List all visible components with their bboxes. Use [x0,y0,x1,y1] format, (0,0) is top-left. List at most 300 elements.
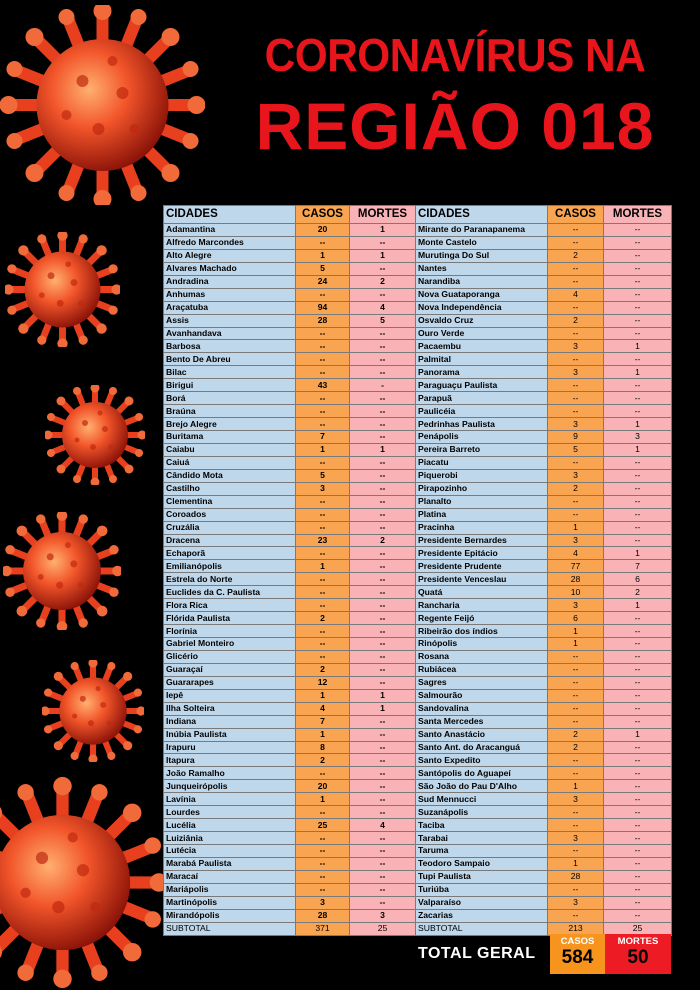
virus-illustration-4 [3,512,121,630]
deaths-value-right: -- [604,262,672,275]
deaths-value-left: -- [350,793,416,806]
table-row [164,249,672,262]
city-name-left: Inúbia Paulista [164,728,296,741]
deaths-value-left: -- [350,599,416,612]
city-name-right: Narandiba [416,275,548,288]
city-name-right: Sud Mennucci [416,793,548,806]
city-name-right: Santópolis do Aguapeí [416,767,548,780]
table-row [164,405,672,418]
city-name-right: Teodoro Sampaio [416,857,548,870]
deaths-value-right: -- [604,469,672,482]
deaths-value-right: -- [604,896,672,909]
deaths-value-left: -- [350,870,416,883]
cases-value-left: 1 [296,689,350,702]
city-name-right: Rancharia [416,599,548,612]
deaths-value-left: -- [350,625,416,638]
city-name-right: Piacatu [416,456,548,469]
subtotal-cases-left: 371 [296,922,350,935]
cases-value-right: 4 [548,288,604,301]
cases-value-left: 20 [296,780,350,793]
city-name-right: Quatá [416,586,548,599]
city-name-right: Nantes [416,262,548,275]
cases-value-left: -- [296,236,350,249]
city-name-right: Paulicéia [416,405,548,418]
cases-value-right: 4 [548,547,604,560]
table-row [164,909,672,922]
deaths-value-right: -- [604,288,672,301]
city-name-left: Cruzália [164,521,296,534]
deaths-value-right: -- [604,405,672,418]
cases-value-left: 43 [296,379,350,392]
deaths-value-right: -- [604,845,672,858]
cases-value-left: 4 [296,702,350,715]
deaths-value-left: 1 [350,249,416,262]
cases-value-right: 1 [548,780,604,793]
city-name-left: Caiuá [164,456,296,469]
city-name-right: Ouro Verde [416,327,548,340]
cases-value-left: 1 [296,728,350,741]
deaths-value-right: -- [604,236,672,249]
deaths-value-left: 4 [350,819,416,832]
city-name-left: Alfredo Marcondes [164,236,296,249]
deaths-value-left: 4 [350,301,416,314]
city-name-right: Pereira Barreto [416,443,548,456]
cases-value-left: -- [296,366,350,379]
deaths-value-left: -- [350,650,416,663]
deaths-value-left: -- [350,353,416,366]
table-row [164,262,672,275]
total-cases-value: 584 [561,947,594,968]
cases-value-right: 1 [548,625,604,638]
deaths-value-left: -- [350,521,416,534]
cases-value-right: -- [548,909,604,922]
cases-value-right: -- [548,676,604,689]
table-row [164,650,672,663]
cases-value-left: -- [296,586,350,599]
cases-value-left: -- [296,521,350,534]
deaths-value-left: 1 [350,224,416,237]
deaths-value-left: -- [350,495,416,508]
cases-value-left: 12 [296,676,350,689]
city-name-left: Brejo Alegre [164,418,296,431]
city-name-right: Rinópolis [416,638,548,651]
city-name-left: Ilha Solteira [164,702,296,715]
city-name-left: Estrela do Norte [164,573,296,586]
cases-value-right: -- [548,224,604,237]
total-label: TOTAL GERAL [418,945,536,962]
city-name-right: Presidente Epitácio [416,547,548,560]
city-name-right: Monte Castelo [416,236,548,249]
deaths-value-left: -- [350,767,416,780]
city-name-right: Presidente Prudente [416,560,548,573]
city-name-left: Caiabu [164,443,296,456]
city-name-right: Taruma [416,845,548,858]
city-name-left: Bilac [164,366,296,379]
deaths-value-left: -- [350,806,416,819]
cases-value-right: -- [548,819,604,832]
cases-value-right: -- [548,327,604,340]
subtotal-label-left: SUBTOTAL [164,922,296,935]
cases-value-right: 2 [548,249,604,262]
virus-illustration-bottom [0,775,165,990]
table-row [164,870,672,883]
cases-value-right: -- [548,353,604,366]
cases-value-left: 3 [296,896,350,909]
city-name-right: Rosana [416,650,548,663]
city-name-left: Dracena [164,534,296,547]
table-row [164,301,672,314]
city-name-left: Itapura [164,754,296,767]
deaths-value-right: 1 [604,728,672,741]
cases-value-right: 9 [548,431,604,444]
deaths-value-left: -- [350,586,416,599]
header-deaths-left: MORTES [350,206,416,224]
cases-value-left: 2 [296,663,350,676]
deaths-value-left: -- [350,754,416,767]
cases-value-right: 3 [548,832,604,845]
city-name-right: Mirante do Paranapanema [416,224,548,237]
cases-value-left: 20 [296,224,350,237]
deaths-value-left: -- [350,392,416,405]
deaths-value-right: -- [604,793,672,806]
table-row [164,392,672,405]
table-row [164,715,672,728]
cases-value-left: 25 [296,819,350,832]
cases-value-left: -- [296,767,350,780]
table-row [164,845,672,858]
cases-value-right: 2 [548,314,604,327]
city-name-right: Ribeirão dos índios [416,625,548,638]
cases-value-right: -- [548,495,604,508]
deaths-value-right: 3 [604,431,672,444]
deaths-value-right: -- [604,676,672,689]
deaths-value-right: -- [604,353,672,366]
deaths-value-right: -- [604,534,672,547]
deaths-value-right: -- [604,224,672,237]
cases-value-right: -- [548,715,604,728]
deaths-value-right: -- [604,870,672,883]
city-name-right: Suzanápolis [416,806,548,819]
city-name-right: Taciba [416,819,548,832]
city-name-left: Marabá Paulista [164,857,296,870]
city-name-right: Salmourão [416,689,548,702]
city-name-right: Valparaíso [416,896,548,909]
city-name-left: Mirandópolis [164,909,296,922]
virus-illustration-5 [42,660,144,762]
city-name-left: Indiana [164,715,296,728]
deaths-value-left: -- [350,728,416,741]
cases-value-right: -- [548,405,604,418]
cases-value-left: -- [296,392,350,405]
city-name-left: Mariápolis [164,883,296,896]
deaths-value-right: 1 [604,547,672,560]
subtotal-label-right: SUBTOTAL [416,922,548,935]
deaths-value-right: -- [604,275,672,288]
city-name-left: Araçatuba [164,301,296,314]
total-cases-box [550,934,605,974]
deaths-value-left: -- [350,366,416,379]
table-row [164,418,672,431]
deaths-value-left: 1 [350,443,416,456]
city-name-right: Piquerobi [416,469,548,482]
city-name-left: Alvares Machado [164,262,296,275]
table-row [164,728,672,741]
deaths-value-right: -- [604,638,672,651]
city-name-right: Palmital [416,353,548,366]
deaths-value-right: -- [604,702,672,715]
city-name-right: Planalto [416,495,548,508]
deaths-value-left: 3 [350,909,416,922]
table-row [164,586,672,599]
table-row [164,366,672,379]
deaths-value-right: 6 [604,573,672,586]
total-deaths-box [605,934,671,974]
deaths-value-left: -- [350,845,416,858]
cases-value-left: -- [296,857,350,870]
virus-illustration-2 [5,232,120,347]
cases-value-left: -- [296,883,350,896]
city-name-right: Pracinha [416,521,548,534]
city-name-left: Adamantina [164,224,296,237]
city-name-right: São João do Pau D'Alho [416,780,548,793]
deaths-value-right: 1 [604,418,672,431]
deaths-value-left: -- [350,663,416,676]
deaths-value-right: -- [604,495,672,508]
deaths-value-right: -- [604,327,672,340]
deaths-value-left: -- [350,327,416,340]
deaths-value-right: 1 [604,366,672,379]
deaths-value-right: -- [604,741,672,754]
header-cities-right: CIDADES [416,206,548,224]
cases-value-right: 3 [548,599,604,612]
cases-value-right: 1 [548,857,604,870]
deaths-value-left: -- [350,832,416,845]
cases-value-left: -- [296,870,350,883]
cases-value-right: 3 [548,366,604,379]
city-name-left: Lucélia [164,819,296,832]
deaths-value-left: -- [350,508,416,521]
deaths-value-left: -- [350,340,416,353]
deaths-value-left: 2 [350,534,416,547]
deaths-value-right: 2 [604,586,672,599]
cases-value-left: 1 [296,443,350,456]
city-name-left: João Ramalho [164,767,296,780]
table-row [164,534,672,547]
city-name-left: Coroados [164,508,296,521]
city-name-right: Osvaldo Cruz [416,314,548,327]
table-row [164,547,672,560]
city-name-right: Santo Ant. do Aracanguá [416,741,548,754]
city-name-right: Regente Feijó [416,612,548,625]
table-row [164,521,672,534]
cases-value-left: -- [296,340,350,353]
deaths-value-right: -- [604,663,672,676]
cases-value-right: -- [548,456,604,469]
city-name-left: Lourdes [164,806,296,819]
deaths-value-right: -- [604,625,672,638]
city-name-right: Tarabai [416,832,548,845]
cases-value-left: 8 [296,741,350,754]
cases-value-right: 1 [548,638,604,651]
cases-value-right: -- [548,301,604,314]
cases-value-left: -- [296,806,350,819]
deaths-value-left: -- [350,612,416,625]
deaths-value-right: -- [604,715,672,728]
deaths-value-left: -- [350,676,416,689]
table-row [164,288,672,301]
deaths-value-left: -- [350,857,416,870]
cases-value-right: 6 [548,612,604,625]
cases-value-left: 28 [296,909,350,922]
deaths-value-right: -- [604,508,672,521]
city-name-right: Presidente Venceslau [416,573,548,586]
cases-value-left: -- [296,638,350,651]
deaths-value-left: -- [350,482,416,495]
cases-value-right: -- [548,689,604,702]
deaths-value-left: - [350,379,416,392]
deaths-value-right: -- [604,301,672,314]
cases-value-right: 28 [548,573,604,586]
table-row [164,340,672,353]
cases-value-left: 2 [296,754,350,767]
deaths-value-left: -- [350,896,416,909]
cases-value-right: -- [548,392,604,405]
deaths-value-left: -- [350,715,416,728]
table-row [164,379,672,392]
table-row [164,638,672,651]
deaths-value-right: -- [604,379,672,392]
deaths-value-left: -- [350,405,416,418]
city-name-left: Guaraçaí [164,663,296,676]
cases-value-right: 3 [548,418,604,431]
cases-value-right: -- [548,379,604,392]
cases-value-left: 7 [296,715,350,728]
city-name-left: Bento De Abreu [164,353,296,366]
city-name-right: Penápolis [416,431,548,444]
cases-value-left: 94 [296,301,350,314]
table-row [164,431,672,444]
city-name-right: Nova Independência [416,301,548,314]
city-name-left: Castilho [164,482,296,495]
city-name-right: Pedrinhas Paulista [416,418,548,431]
table-row [164,612,672,625]
city-name-right: Paraguaçu Paulista [416,379,548,392]
cases-value-left: 7 [296,431,350,444]
table-row [164,663,672,676]
cases-value-right: 3 [548,896,604,909]
city-name-right: Turiúba [416,883,548,896]
cases-value-left: 1 [296,249,350,262]
city-name-right: Pacaembu [416,340,548,353]
table-row [164,456,672,469]
page-title-line1: CORONAVÍRUS NA [264,29,646,81]
table-row [164,741,672,754]
deaths-value-left: 2 [350,275,416,288]
city-name-left: Maracaí [164,870,296,883]
deaths-value-right: -- [604,482,672,495]
cases-value-left: -- [296,650,350,663]
deaths-value-right: -- [604,314,672,327]
table-row [164,508,672,521]
city-name-left: Glicério [164,650,296,663]
cases-value-left: 1 [296,793,350,806]
cases-value-right: 2 [548,482,604,495]
deaths-value-right: -- [604,767,672,780]
city-name-left: Barbosa [164,340,296,353]
cases-value-left: 3 [296,482,350,495]
city-name-right: Sagres [416,676,548,689]
table-row [164,793,672,806]
cases-value-right: -- [548,767,604,780]
cases-value-right: 2 [548,741,604,754]
table-row [164,560,672,573]
cases-table [163,205,672,936]
deaths-value-right: -- [604,857,672,870]
table-row [164,314,672,327]
deaths-value-right: -- [604,780,672,793]
header-cities-left: CIDADES [164,206,296,224]
table-row [164,327,672,340]
cases-value-left: -- [296,625,350,638]
city-name-left: Florínia [164,625,296,638]
deaths-value-right: -- [604,832,672,845]
cases-value-left: 1 [296,560,350,573]
table-row [164,599,672,612]
deaths-value-left: -- [350,469,416,482]
cases-value-left: -- [296,845,350,858]
header-cases-right: CASOS [548,206,604,224]
city-name-right: Santo Anastácio [416,728,548,741]
city-name-left: Luiziânia [164,832,296,845]
cases-value-left: -- [296,327,350,340]
city-name-left: Flora Rica [164,599,296,612]
cases-value-right: 10 [548,586,604,599]
deaths-value-left: -- [350,431,416,444]
city-name-left: Anhumas [164,288,296,301]
cases-value-right: 5 [548,443,604,456]
table-row [164,767,672,780]
city-name-right: Presidente Bernardes [416,534,548,547]
header-cases-left: CASOS [296,206,350,224]
deaths-value-left: -- [350,780,416,793]
total-deaths-label: MORTES [617,936,659,947]
deaths-value-right: 1 [604,443,672,456]
deaths-value-left: -- [350,418,416,431]
header-deaths-right: MORTES [604,206,672,224]
city-name-right: Santo Expedito [416,754,548,767]
city-name-right: Nova Guataporanga [416,288,548,301]
cases-value-left: 5 [296,262,350,275]
total-cases-label: CASOS [560,936,595,947]
city-name-left: Lutécia [164,845,296,858]
cases-value-right: 28 [548,870,604,883]
cases-value-right: -- [548,262,604,275]
cases-value-right: -- [548,650,604,663]
deaths-value-left: 5 [350,314,416,327]
cases-value-left: -- [296,456,350,469]
deaths-value-right: -- [604,392,672,405]
city-name-left: Clementina [164,495,296,508]
city-name-left: Iepê [164,689,296,702]
deaths-value-left: 1 [350,689,416,702]
city-name-left: Guararapes [164,676,296,689]
cases-value-right: 1 [548,521,604,534]
subtotal-cases-right: 213 [548,922,604,935]
deaths-value-right: 1 [604,340,672,353]
cases-value-left: -- [296,547,350,560]
city-name-right: Pirapozinho [416,482,548,495]
city-name-right: Zacarias [416,909,548,922]
